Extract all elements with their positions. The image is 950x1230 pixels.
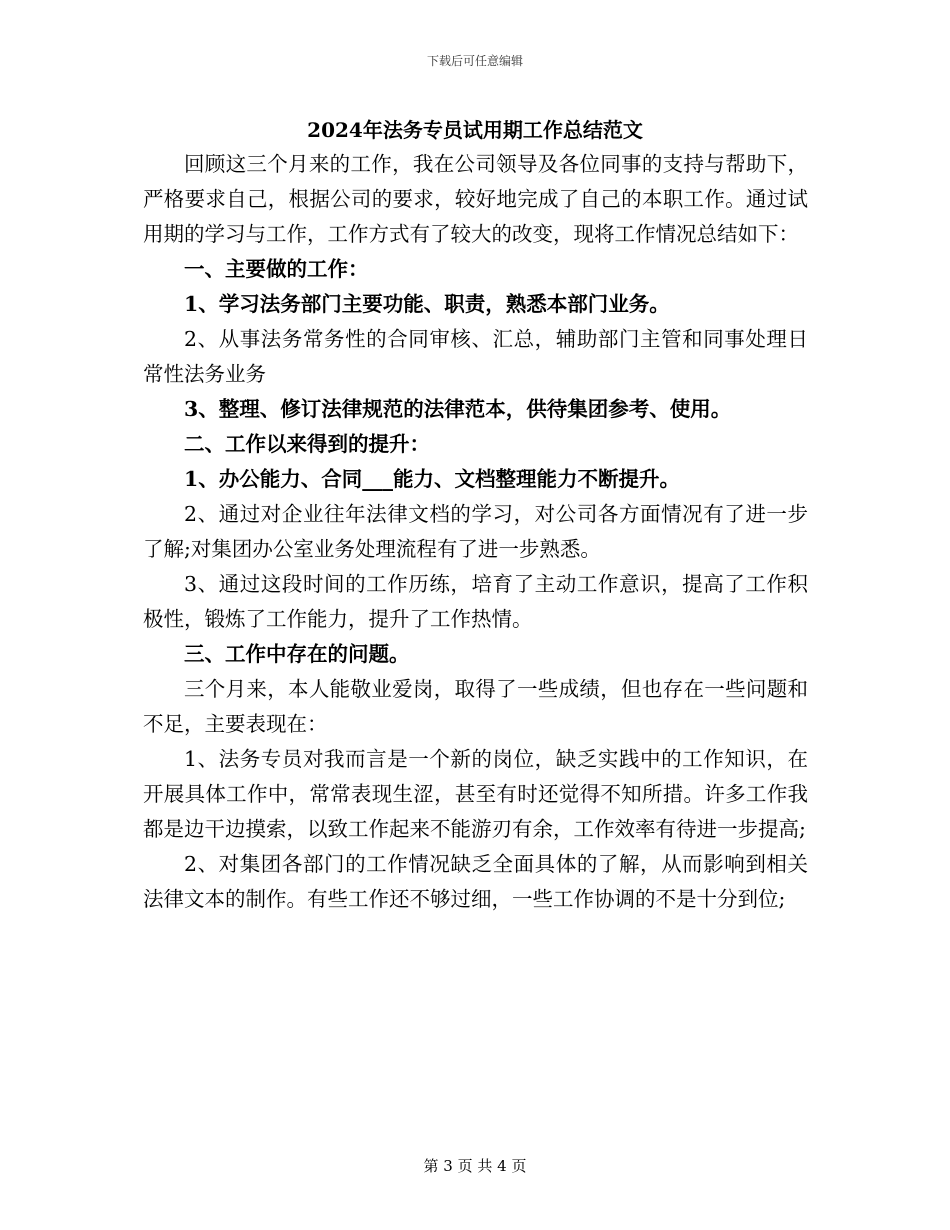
list-item-bold: 1、学习法务部门主要功能、职责，熟悉本部门业务。 bbox=[184, 292, 670, 316]
section-heading-improvements: 二、工作以来得到的提升： bbox=[184, 432, 430, 456]
list-item: 2、对集团各部门的工作情况缺乏全面具体的了解，从而影响到相关法律文本的制作。有些工作还不够过细，一些工作协调的不是十分到位; bbox=[143, 852, 808, 911]
paragraph-problems-intro: 三个月来，本人能敬业爱岗，取得了一些成绩，但也存在一些问题和不足，主要表现在： bbox=[143, 677, 808, 736]
list-item-bold: 1、办公能力、合同___能力、文档整理能力不断提升。 bbox=[184, 467, 681, 491]
list-item: 1、法务专员对我而言是一个新的岗位，缺乏实践中的工作知识，在开展具体工作中，常常表现生涩，甚至有时还觉得不知所措。许多工作我都是边干边摸索，以致工作起来不能游刃有余，工作效率有待进一步提高; bbox=[143, 747, 808, 841]
list-item: 3、通过这段时间的工作历练，培育了主动工作意识，提高了工作积极性，锻炼了工作能力，提升了工作热情。 bbox=[143, 572, 808, 631]
page-header-note: 下载后可任意编辑 bbox=[426, 54, 523, 68]
document-body bbox=[143, 147, 808, 917]
list-item: 2、通过对企业往年法律文档的学习，对公司各方面情况有了进一步了解;对集团办公室业务处理流程有了进一步熟悉。 bbox=[143, 502, 808, 561]
section-heading-main-work: 一、主要做的工作： bbox=[184, 257, 369, 281]
list-item: 2、从事法务常务性的合同审核、汇总，辅助部门主管和同事处理日常性法务业务 bbox=[143, 327, 808, 386]
document-title: 2024年法务专员试用期工作总结范文 bbox=[307, 118, 643, 142]
page-number: 第 3 页 共 4 页 bbox=[423, 1157, 527, 1175]
section-heading-problems: 三、工作中存在的问题。 bbox=[184, 642, 410, 666]
list-item-bold: 3、整理、修订法律规范的法律范本，供待集团参考、使用。 bbox=[184, 397, 732, 421]
paragraph-intro: 回顾这三个月来的工作，我在公司领导及各位同事的支持与帮助下，严格要求自己，根据公司的要求，较好地完成了自己的本职工作。通过试用期的学习与工作，工作方式有了较大的改变，现将工作情况总结如下： bbox=[143, 152, 808, 246]
